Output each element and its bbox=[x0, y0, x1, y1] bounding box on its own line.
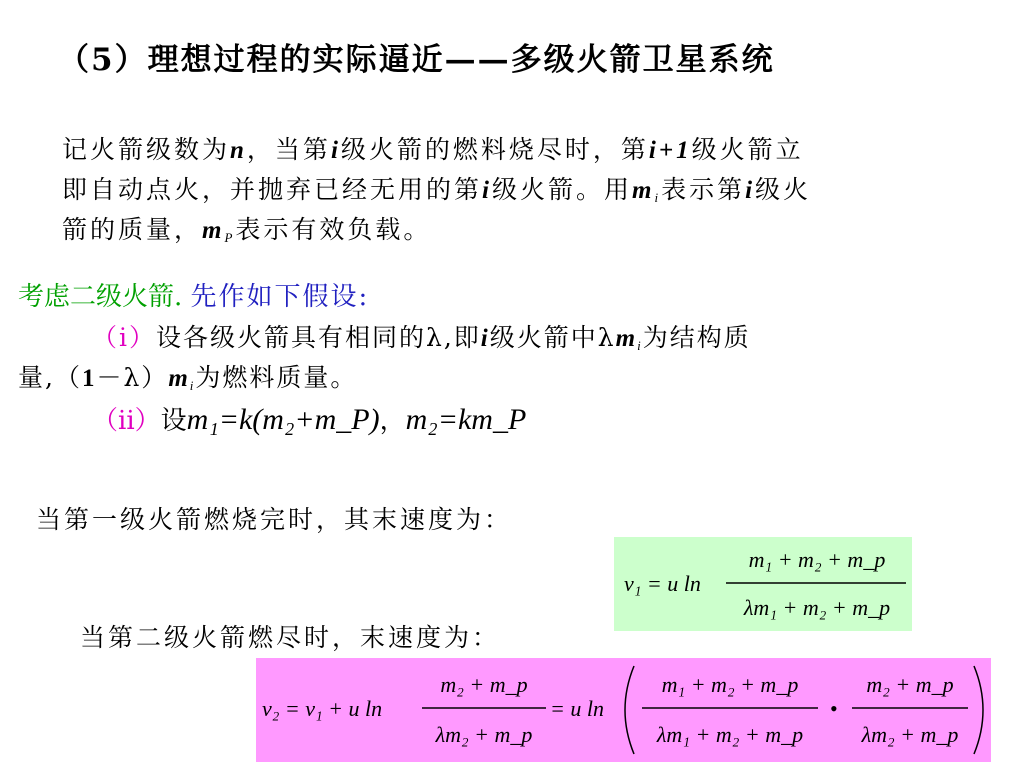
text: 级火 bbox=[755, 175, 812, 204]
var-i: i bbox=[482, 177, 492, 204]
assumption-ii bbox=[92, 400, 526, 437]
var-i: i bbox=[480, 325, 490, 352]
equation-m2: m₂=km_P bbox=[405, 403, 527, 436]
paragraph-line-2 bbox=[62, 170, 811, 206]
var-m: m bbox=[615, 325, 638, 352]
formula-v2-box bbox=[256, 658, 991, 762]
text: 设 bbox=[160, 406, 187, 436]
heading-assume: 先作如下假设: bbox=[190, 282, 370, 312]
stage2-text: 当第二级火箭燃尽时，末速度为： bbox=[80, 623, 501, 652]
stage1-text: 当第一级火箭燃烧完时，其末速度为： bbox=[36, 505, 513, 534]
subscript-p: P bbox=[224, 230, 236, 245]
var-m: m bbox=[168, 365, 190, 392]
text: 表示第 bbox=[661, 175, 746, 204]
paragraph-line-3 bbox=[62, 210, 431, 246]
text: 设各级火箭具有相同的λ,即 bbox=[156, 323, 481, 352]
paragraph-line-1 bbox=[62, 130, 804, 166]
formula-v2-lhs: v₂ = v₁ + u ln bbox=[262, 696, 383, 721]
formula-v2 bbox=[256, 658, 991, 762]
text: 即自动点火，并抛弃已经无用的第 bbox=[62, 175, 483, 204]
right-paren bbox=[974, 666, 983, 754]
formula-v1-numerator: m₁ + m₂ + m_p bbox=[748, 547, 886, 572]
formula-v1 bbox=[614, 537, 912, 631]
formula-v1-lhs: v₁ = u ln bbox=[624, 571, 701, 596]
label-ii: （ii） bbox=[92, 406, 161, 436]
assumption-i-line1 bbox=[92, 318, 751, 354]
text: 级火箭。用 bbox=[491, 175, 632, 204]
var-i: i bbox=[330, 137, 341, 164]
text: 量,（ bbox=[18, 363, 82, 392]
text: ，当第 bbox=[246, 135, 331, 164]
formula-v2-denominator-1: λm₂ + m_p bbox=[435, 722, 533, 747]
assumption-i-line2 bbox=[18, 358, 357, 394]
text: 级火箭立 bbox=[691, 135, 804, 164]
text: 记火箭级数为 bbox=[62, 135, 231, 164]
var-m: m bbox=[631, 177, 655, 204]
var-mp: m bbox=[202, 217, 225, 244]
text: 箭的质量， bbox=[62, 215, 203, 244]
var-i: i bbox=[745, 177, 756, 204]
formula-v2-denominator-2: λm₁ + m₂ + m_p bbox=[656, 722, 804, 747]
formula-v2-numerator-2: m₁ + m₂ + m_p bbox=[661, 672, 799, 697]
formula-v1-denominator: λm₁ + m₂ + m_p bbox=[743, 595, 891, 620]
formula-v2-numerator-3: m₂ + m_p bbox=[866, 672, 954, 697]
subscript-i: i bbox=[637, 338, 643, 353]
subscript-i: i bbox=[189, 378, 196, 393]
heading-consider: 考虑二级火箭. bbox=[18, 282, 183, 312]
equation-m1: m₁=k(m₂+m_P) bbox=[186, 403, 380, 436]
number-one: 1 bbox=[81, 365, 97, 392]
slide-title: （5）理想过程的实际逼近——多级火箭卫星系统 bbox=[58, 42, 775, 78]
formula-v2-denominator-3: λm₂ + m_p bbox=[861, 722, 959, 747]
text: 为燃料质量。 bbox=[195, 363, 358, 392]
formula-v2-numerator-1: m₂ + m_p bbox=[440, 672, 528, 697]
var-i-plus-1: i+1 bbox=[648, 137, 692, 164]
text: 表示有效负载。 bbox=[235, 215, 432, 244]
left-paren bbox=[625, 666, 634, 754]
bullet-multiply: • bbox=[830, 696, 838, 721]
text: －λ） bbox=[96, 363, 169, 392]
text: ， bbox=[379, 406, 406, 436]
formula-v1-box bbox=[614, 537, 912, 631]
formula-v2-middle: = u ln bbox=[550, 696, 604, 721]
assumption-heading bbox=[18, 276, 369, 313]
text: 级火箭中λ bbox=[489, 323, 616, 352]
text: 为结构质 bbox=[642, 323, 751, 352]
label-i: （i） bbox=[92, 323, 156, 352]
text: 级火箭的燃料烧尽时，第 bbox=[340, 135, 649, 164]
subscript-i: i bbox=[654, 190, 662, 205]
var-n: n bbox=[230, 137, 247, 164]
